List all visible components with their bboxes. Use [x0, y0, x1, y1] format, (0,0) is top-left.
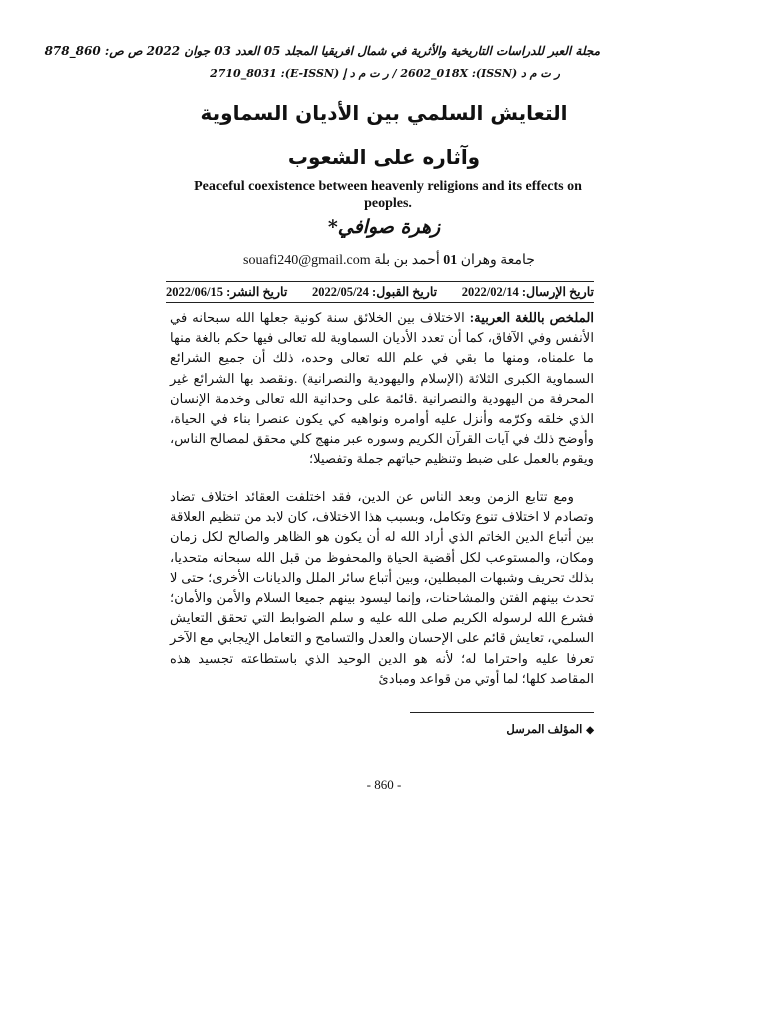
footnote-divider: [410, 712, 594, 713]
abstract-paragraph-1: [170, 308, 594, 470]
author-email: souafi240@gmail.com: [243, 253, 371, 268]
issn-header-line: ر ت م د (ISSN): 2602_018X / ر ت م د إ (E-ISSN): 2710_8031: [210, 67, 560, 80]
affiliation-number: 01: [443, 253, 458, 268]
author-affiliation: [0, 252, 768, 269]
date-sent: تاريخ الإرسال: 2022/02/14: [461, 285, 594, 299]
arabic-title: التعايش السلمي بين الأديان السماوية: [200, 101, 568, 125]
abstract-label: الملخص باللغة العربية:: [469, 310, 594, 325]
diamond-icon: ◆: [586, 725, 594, 736]
abstract-paragraph-1-text: الاختلاف بين الخلائق سنة كونية جعلها الله سبحانه في الأنفس وفي الآفاق، كما أن تعدد الأديان السماوية لله تعالى فيها حكم بالغة منها ما علمناه، ومنها ما بقي في علم الله تعالى وحده، ذلك أن جميع الشرائع السماوية الكبرى الثلاثة (الإسلام واليهودية والنصرانية) .ونقصد بها الشرائع غير المحرفة من اليهودية والنصرانية .قائمة على وحدانية الله تعالى وخدمة الإنسان الذي خلقه وكرّمه وأنزل عليه أوامره ونواهيه كي يكون عنصرا بناء في الحياة، وأوضح ذلك في آيات القرآن الكريم وسوره عبر منهج كلي محقق لمصالح الناس، ويقوم بالعمل على ضبط وتنظيم حياتهم جملة وتفصيلا؛: [170, 310, 594, 467]
date-accepted: تاريخ القبول: 2022/05/24: [311, 285, 438, 299]
footnote-text: المؤلف المرسل: [506, 724, 583, 736]
footnote: [300, 722, 594, 736]
journal-header-line: مجلة العبر للدراسات التاريخية والأثرية في شمال افريقيا المجلد 05 العدد 03 جوان 2022 ص ص: 860_878: [44, 44, 600, 58]
author-name: زهرة صوافي*: [327, 216, 441, 238]
affiliation-university: جامعة وهران: [460, 253, 535, 268]
date-published: تاريخ النشر: 2022/06/15: [166, 285, 288, 299]
submission-dates-bar: [166, 281, 594, 303]
abstract-paragraph-2: ومع تتابع الزمن وبعد الناس عن الدين، فقد اختلفت العقائد اختلاف تضاد وتصادم لا اختلاف تنوع وتكامل، وبسبب هذا الاختلاف، كان لابد من تنظيم العلاقة بين أتباع الدين الخاتم الذي أراد الله له أن يكون هو الظاهر والصالح لكل زمان ومكان، والمستوعب لكل أقضية الحياة والمحفوظ من قبل الله سبحانه متحديا، بذلك تحريف وشبهات المبطلين، وبين أتباع سائر الملل والديانات الأخرى؛ حتى لا تحدث بينهم الفتن والمشاحنات، وإنما ليسود بينهم جميعا السلام والأمن والأمان؛ فشرع الله لرسوله الكريم صلى الله عليه و سلم الضوابط التي تحقق التعايش السلمي، تعايش قائم على الإحسان والعدل والتسامح و التعامل الإيجابي مع الآخر تعرفا عليه واحتراما له؛ لأنه هو الدين الوحيد الذي باستطاعته تجسيد هذه المقاصد كلها؛ لما أوتي من قواعد ومبادئ: [170, 489, 594, 686]
english-title: Peaceful coexistence between heavenly religions and its effects on peoples.: [194, 179, 582, 211]
arabic-subtitle: وآثاره على الشعوب: [287, 145, 481, 169]
affiliation-name: أحمد بن بلة: [374, 253, 440, 268]
page-number: - 860 -: [366, 777, 402, 792]
